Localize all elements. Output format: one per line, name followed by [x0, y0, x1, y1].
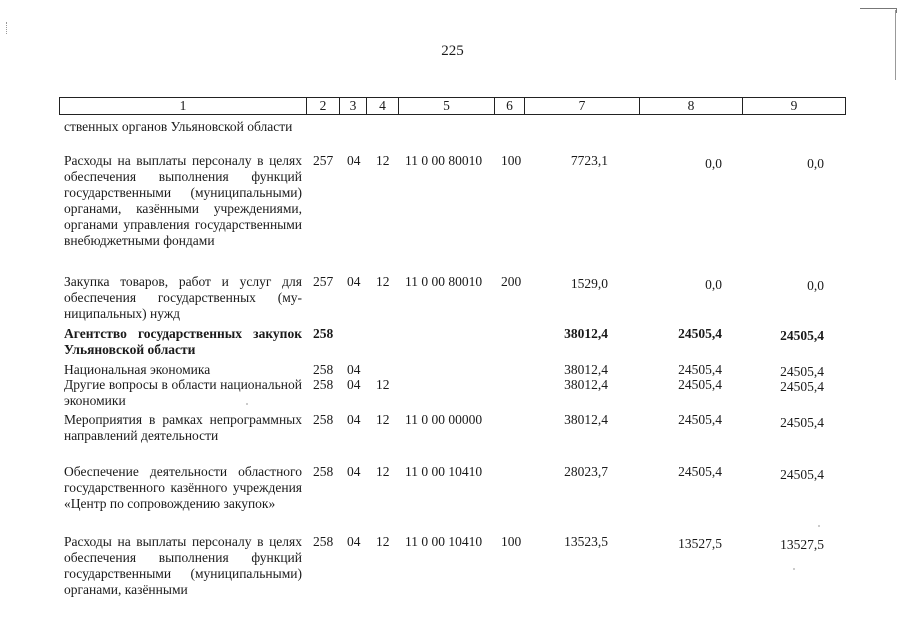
row-description: Агентство государственных закупок Ульяновской области [64, 326, 302, 357]
row-col-5: 11 0 00 80010 [405, 153, 483, 168]
row-col-8: 24505,4 [678, 412, 722, 427]
row-col-5: 11 0 00 80010 [405, 274, 483, 289]
row-col-2: 257 [313, 153, 334, 168]
row-description: Национальная экономика [64, 362, 211, 377]
row-col-9: 24505,4 [780, 364, 824, 379]
row-col-3: 04 [347, 377, 361, 392]
header-col-3: 3 [340, 98, 367, 114]
row-description: Мероприятия в рамках непрограммных направлений деятельности [64, 412, 302, 443]
row-description: Другие вопросы в области национальной экономики [64, 377, 302, 408]
row-col-9: 0,0 [807, 278, 824, 293]
row-col-6: 200 [501, 274, 522, 289]
row-col-9: 24505,4 [780, 415, 824, 430]
row-col-8: 0,0 [705, 156, 722, 171]
row-col-7: 1529,0 [570, 276, 608, 291]
row-col-8: 13527,5 [678, 536, 722, 551]
row-col-2: 258 [313, 377, 334, 392]
row-col-3: 04 [347, 153, 361, 168]
header-col-8: 8 [640, 98, 743, 114]
row-col-4: 12 [376, 412, 390, 427]
row-col-9: 24505,4 [780, 328, 824, 343]
row-col-4: 12 [376, 464, 390, 479]
row-col-8: 24505,4 [678, 326, 722, 341]
row-description: ственных органов Ульяновской области [64, 119, 293, 134]
row-col-8: 24505,4 [678, 362, 722, 377]
row-col-7: 13523,5 [564, 534, 608, 549]
row-col-7: 38012,4 [564, 377, 608, 392]
row-col-2: 258 [313, 326, 334, 341]
row-col-2: 258 [313, 412, 334, 427]
row-col-3: 04 [347, 412, 361, 427]
row-description: Расходы на выплаты персоналу в целях обеспечения выполнения функций государственными (муниципальными) органами, казёнными [64, 534, 302, 597]
row-col-7: 38012,4 [564, 362, 608, 377]
row-col-2: 257 [313, 274, 334, 289]
row-col-3: 04 [347, 274, 361, 289]
header-col-2: 2 [307, 98, 340, 114]
row-col-4: 12 [376, 534, 390, 549]
table-header [59, 97, 846, 115]
row-description: Обеспечение деятельности областного государственного казённого учреждения «Центр по сопровождению закупок» [64, 464, 302, 511]
header-col-1: 1 [60, 98, 307, 114]
row-col-9: 0,0 [807, 156, 824, 171]
row-col-2: 258 [313, 464, 334, 479]
row-description: Расходы на выплаты персоналу в целях обеспечения выполнения функций государственными (муниципальными) органами, казёнными учреждениями, органами управления государственными внебюджетными фондами [64, 153, 302, 248]
row-description: Закупка товаров, работ и услуг для обеспечения государственных (муниципальных) нужд [64, 274, 302, 321]
row-col-4: 12 [376, 274, 390, 289]
row-col-7: 38012,4 [564, 326, 608, 341]
row-col-5: 11 0 00 10410 [405, 534, 483, 549]
page-number: 225 [441, 43, 464, 59]
row-col-2: 258 [313, 534, 334, 549]
row-col-8: 24505,4 [678, 464, 722, 479]
scan-corner-mark [860, 8, 897, 13]
row-col-8: 0,0 [705, 277, 722, 292]
row-col-9: 24505,4 [780, 379, 824, 394]
row-col-5: 11 0 00 00000 [405, 412, 483, 427]
row-col-3: 04 [347, 464, 361, 479]
row-col-9: 24505,4 [780, 467, 824, 482]
row-col-7: 7723,1 [570, 153, 608, 168]
header-col-4: 4 [367, 98, 399, 114]
scan-speck [818, 525, 820, 527]
row-col-9: 13527,5 [780, 537, 824, 552]
header-col-9: 9 [790, 98, 798, 113]
row-col-7: 38012,4 [564, 412, 608, 427]
row-col-8: 24505,4 [678, 377, 722, 392]
header-col-5: 5 [399, 98, 495, 114]
header-col-6: 6 [495, 98, 525, 114]
row-col-3: 04 [347, 534, 361, 549]
header-col-7: 7 [525, 98, 640, 114]
row-col-6: 100 [501, 153, 522, 168]
scan-speck [246, 403, 248, 405]
row-col-4: 12 [376, 377, 390, 392]
row-col-4: 12 [376, 153, 390, 168]
row-col-2: 258 [313, 362, 334, 377]
scan-speck [793, 568, 795, 570]
row-col-3: 04 [347, 362, 361, 377]
row-col-5: 11 0 00 10410 [405, 464, 483, 479]
row-col-7: 28023,7 [564, 464, 608, 479]
row-col-6: 100 [501, 534, 522, 549]
scan-margin-mark [6, 22, 8, 34]
